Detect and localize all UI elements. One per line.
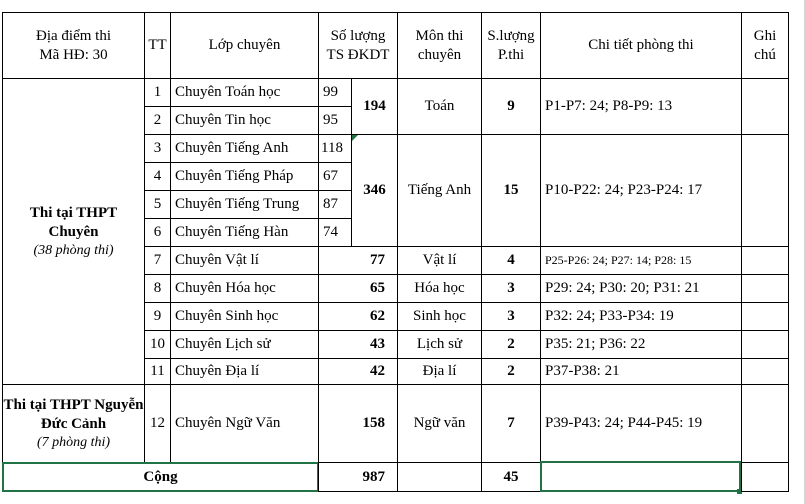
cell-count-11[interactable]: [318, 358, 398, 385]
group-total: 346: [363, 182, 386, 199]
cell-header-tt[interactable]: [144, 12, 171, 79]
class-value: Chuyên Toán học: [175, 84, 281, 101]
cell-detail-lich-su[interactable]: [540, 330, 742, 359]
cell-rooms-toan[interactable]: [481, 78, 541, 135]
venue-rooms-1: (38 phòng thi): [33, 242, 114, 258]
cell-count-9[interactable]: [318, 302, 398, 331]
header-detail: Chi tiết phòng thi: [588, 37, 694, 54]
cell-tt-12[interactable]: [144, 384, 171, 463]
count-value: 74: [323, 224, 338, 241]
rooms-value: 2: [507, 336, 515, 353]
rooms-value: 3: [507, 308, 515, 325]
tt-value: 12: [150, 415, 165, 432]
cell-note-ngu-van[interactable]: [741, 384, 789, 463]
cell-header-rooms[interactable]: [481, 12, 541, 79]
cell-footer-total[interactable]: [318, 462, 398, 492]
count-value: 158: [362, 415, 385, 432]
count-value: 62: [370, 308, 385, 325]
class-value: Chuyên Vật lí: [175, 252, 259, 269]
cell-note-tieng-anh[interactable]: [741, 134, 789, 247]
cell-note-vat-li[interactable]: [741, 246, 789, 275]
header-subject-line1: Môn thi: [415, 27, 464, 44]
cell-footer-subject[interactable]: [397, 462, 482, 492]
detail-value: P1-P7: 24; P8-P9: 13: [545, 98, 673, 115]
class-value: Chuyên Tin học: [175, 112, 271, 129]
cell-rooms-hoa-hoc[interactable]: [481, 274, 541, 303]
cell-detail-toan[interactable]: [540, 78, 742, 135]
detail-value: P25-P26: 24; P27: 14; P28: 15: [545, 253, 692, 267]
cell-rooms-dia-li[interactable]: [481, 358, 541, 385]
header-rooms-line1: S.lượng: [487, 27, 535, 44]
cell-count-7[interactable]: [318, 246, 398, 275]
count-value: 118: [321, 140, 343, 157]
venue-rooms-2: (7 phòng thi): [36, 434, 111, 450]
cell-header-count[interactable]: [318, 12, 398, 79]
cell-note-toan[interactable]: [741, 78, 789, 135]
header-location-line1: Địa điểm thi: [36, 27, 111, 44]
count-value: 42: [370, 363, 385, 380]
cell-subject-ngu-van[interactable]: [397, 384, 482, 463]
cell-subject-hoa-hoc[interactable]: [397, 274, 482, 303]
cell-class-8[interactable]: [170, 274, 319, 303]
cell-count-3[interactable]: [318, 134, 352, 163]
cell-total-ngoai-ngu[interactable]: [351, 134, 398, 247]
cell-rooms-ngu-van[interactable]: [481, 384, 541, 463]
venue-name-1: Thi tại THPT Chuyên: [29, 205, 118, 240]
cell-tt-11[interactable]: [144, 358, 171, 385]
footer-total: 987: [362, 468, 385, 485]
cell-class-2[interactable]: [170, 106, 319, 135]
cell-indicator-triangle: [352, 135, 358, 141]
subject-value: Lịch sử: [416, 336, 463, 353]
tt-value: 8: [153, 280, 162, 297]
cell-detail-hoa-hoc[interactable]: [540, 274, 742, 303]
subject-value: Tiếng Anh: [407, 182, 472, 199]
count-value: 43: [370, 336, 385, 353]
count-value: 87: [323, 196, 338, 213]
cell-detail-dia-li[interactable]: [540, 358, 742, 385]
cell-footer-label[interactable]: [2, 462, 319, 492]
cell-class-7[interactable]: [170, 246, 319, 275]
count-value: 77: [370, 252, 385, 269]
cell-note-lich-su[interactable]: [741, 330, 789, 359]
rooms-value: 15: [503, 182, 519, 199]
cell-detail-vat-li[interactable]: [540, 246, 742, 275]
cell-detail-tieng-anh[interactable]: [540, 134, 742, 247]
cell-count-6[interactable]: [318, 218, 352, 247]
cell-header-location[interactable]: [2, 12, 145, 79]
cell-subject-sinh-hoc[interactable]: [397, 302, 482, 331]
count-value: 95: [323, 112, 338, 129]
cell-count-5[interactable]: [318, 190, 352, 219]
group-total: 194: [363, 98, 386, 115]
class-value: Chuyên Tiếng Pháp: [175, 168, 294, 185]
cell-class-1[interactable]: [170, 78, 319, 107]
subject-value: Hóa học: [414, 280, 465, 297]
detail-value: P35: 21; P36: 22: [545, 336, 646, 353]
class-value: Chuyên Tiếng Anh: [175, 140, 289, 157]
detail-value: P29: 24; P30: 20; P31: 21: [545, 280, 700, 297]
cell-total-toan[interactable]: [351, 78, 398, 135]
cell-tt-9[interactable]: [144, 302, 171, 331]
tt-value: 6: [153, 224, 162, 241]
tt-value: 10: [150, 336, 165, 353]
header-note-line1: Ghi: [753, 27, 777, 44]
class-value: Chuyên Ngữ Văn: [175, 415, 281, 432]
cell-class-12[interactable]: [170, 384, 319, 463]
tt-value: 2: [153, 112, 162, 129]
cell-detail-ngu-van[interactable]: [540, 384, 742, 463]
rooms-value: 9: [507, 98, 515, 115]
cell-subject-lich-su[interactable]: [397, 330, 482, 359]
tt-value: 9: [153, 308, 162, 325]
cell-count-2[interactable]: [318, 106, 352, 135]
cell-count-1[interactable]: [318, 78, 352, 107]
detail-value: P37-P38: 21: [545, 363, 620, 380]
footer-label: Cộng: [143, 468, 178, 485]
cell-footer-detail-selected[interactable]: [540, 461, 741, 492]
cell-detail-sinh-hoc[interactable]: [540, 302, 742, 331]
cell-class-5[interactable]: [170, 190, 319, 219]
cell-subject-dia-li[interactable]: [397, 358, 482, 385]
cell-rooms-lich-su[interactable]: [481, 330, 541, 359]
footer-rooms: 45: [503, 468, 519, 485]
count-value: 65: [370, 280, 385, 297]
class-value: Chuyên Sinh học: [175, 308, 279, 325]
rooms-value: 3: [507, 280, 515, 297]
header-note-line2: chú: [754, 46, 776, 63]
count-value: 67: [323, 168, 338, 185]
cell-tt-5[interactable]: [144, 190, 171, 219]
cell-header-subject[interactable]: [397, 12, 482, 79]
tt-value: 11: [150, 363, 165, 380]
venue-name-2: Thi tại THPT Nguyễn Đức Cảnh: [3, 397, 144, 432]
cell-header-detail[interactable]: [540, 12, 742, 79]
cell-venue-ndc[interactable]: [2, 384, 145, 463]
class-value: Chuyên Lịch sử: [175, 336, 271, 353]
header-count-line2: TS ĐKDT: [326, 46, 390, 63]
tt-value: 3: [153, 140, 162, 157]
cell-tt-3[interactable]: [144, 134, 171, 163]
cell-rooms-vat-li[interactable]: [481, 246, 541, 275]
cell-tt-1[interactable]: [144, 78, 171, 107]
cell-footer-note[interactable]: [741, 462, 789, 492]
cell-class-4[interactable]: [170, 162, 319, 191]
cell-header-note[interactable]: [741, 12, 789, 79]
cell-rooms-sinh-hoc[interactable]: [481, 302, 541, 331]
rooms-value: 4: [507, 252, 515, 269]
header-rooms-line2: P.thi: [497, 46, 525, 63]
cell-class-3[interactable]: [170, 134, 319, 163]
class-value: Chuyên Hóa học: [175, 280, 276, 297]
cell-header-class[interactable]: [170, 12, 319, 79]
cell-tt-6[interactable]: [144, 218, 171, 247]
class-value: Chuyên Địa lí: [175, 363, 260, 380]
cell-tt-10[interactable]: [144, 330, 171, 359]
subject-value: Địa lí: [422, 363, 457, 380]
cell-count-8[interactable]: [318, 274, 398, 303]
class-value: Chuyên Tiếng Hàn: [175, 224, 289, 241]
cell-tt-8[interactable]: [144, 274, 171, 303]
cell-subject-toan[interactable]: [397, 78, 482, 135]
cell-tt-2[interactable]: [144, 106, 171, 135]
cell-note-sinh-hoc[interactable]: [741, 302, 789, 331]
detail-value: P39-P43: 24; P44-P45: 19: [545, 415, 703, 432]
cell-count-4[interactable]: [318, 162, 352, 191]
cell-tt-7[interactable]: [144, 246, 171, 275]
cell-subject-vat-li[interactable]: [397, 246, 482, 275]
tt-value: 7: [153, 252, 162, 269]
subject-value: Toán: [424, 98, 455, 115]
class-value: Chuyên Tiếng Trung: [175, 196, 300, 213]
cell-count-10[interactable]: [318, 330, 398, 359]
header-subject-line2: chuyên: [417, 46, 462, 63]
cell-rooms-tieng-anh[interactable]: [481, 134, 541, 247]
subject-value: Sinh học: [413, 308, 466, 325]
tt-value: 5: [153, 196, 162, 213]
cell-tt-4[interactable]: [144, 162, 171, 191]
tt-value: 1: [153, 84, 162, 101]
subject-value: Ngữ văn: [413, 415, 466, 432]
count-value: 99: [323, 84, 338, 101]
header-count-line1: Số lượng: [330, 27, 386, 44]
header-location-line2: Mã HĐ: 30: [39, 46, 108, 63]
rooms-value: 2: [507, 363, 515, 380]
cell-note-hoa-hoc[interactable]: [741, 274, 789, 303]
cell-class-6[interactable]: [170, 218, 319, 247]
detail-value: P10-P22: 24; P23-P24: 17: [545, 182, 703, 199]
cell-venue-chuyen[interactable]: [2, 78, 145, 385]
header-tt: TT: [148, 37, 167, 54]
tt-value: 4: [153, 168, 162, 185]
detail-value: P32: 24; P33-P34: 19: [545, 308, 674, 325]
cell-class-10[interactable]: [170, 330, 319, 359]
subject-value: Vật lí: [422, 252, 457, 269]
cell-note-dia-li[interactable]: [741, 358, 789, 385]
cell-subject-tieng-anh[interactable]: [397, 134, 482, 247]
cell-class-9[interactable]: [170, 302, 319, 331]
rooms-value: 7: [507, 415, 515, 432]
cell-footer-rooms[interactable]: [481, 462, 541, 492]
header-class: Lớp chuyên: [208, 37, 281, 54]
cell-class-11[interactable]: [170, 358, 319, 385]
cell-count-12[interactable]: [318, 384, 398, 463]
